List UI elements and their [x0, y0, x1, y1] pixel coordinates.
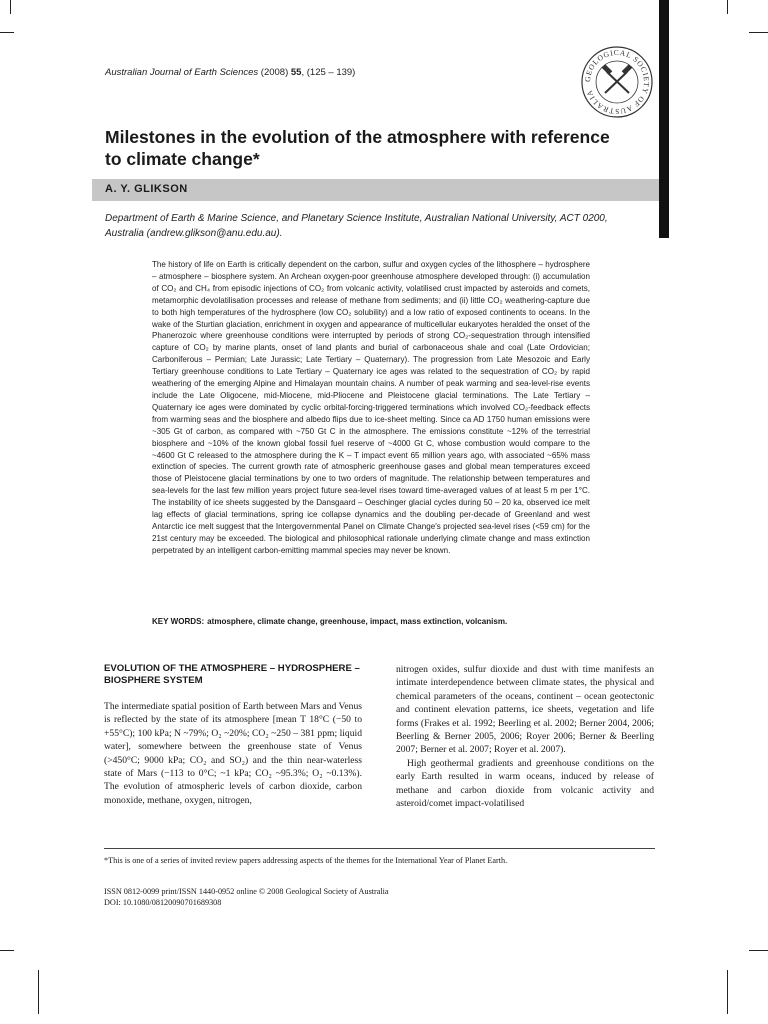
- footnote-divider: [104, 848, 655, 849]
- publication-info: [104, 886, 655, 908]
- footnote: *This is one of a series of invited review papers addressing aspects of the themes for the International Year of Planet Earth.: [104, 856, 508, 865]
- body-paragraph: The intermediate spatial position of Earth between Mars and Venus is reflected by the state of its atmosphere [mean T 18°C (−50 to +55°C); 100 kPa; N ~79%; O₂ ~20%; CO₂ ~250 – 381 ppm; liquid water], somewhere between the greenhouse state of Venus (>450°C; 9000 kPa; CO₂ and SO₂) and the thin near-waterless state of Mars (−113 to 0°C; ~1 kPa; CO₂ ~95.3%; O₂ ~0.13%). The evolution of atmospheric levels of carbon dioxide, carbon monoxide, methane, oxygen, nitrogen,: [104, 701, 362, 806]
- crop-mark: [0, 32, 14, 33]
- keywords: [152, 617, 592, 626]
- journal-sidebar-bar: [659, 0, 669, 238]
- seal-ring-text: GEOLOGICAL SOCIETY OF AUSTRALIA: [582, 47, 652, 117]
- journal-volume: 55: [290, 67, 302, 78]
- abstract: The history of life on Earth is critically dependent on the carbon, sulfur and oxygen cycles of the lithosphere – hydrosphere – atmosphere – biosphere system. An Archean oxygen-poor greenhouse atmosphere developed through: (i) accumulation of CO₂ and CH₄ from episodic injections of CO₂ from volcanic activity, volatilised crust impacted by asteroids and comets, metamorphic devolatilisation processes and release of methane from sediments; and (ii) little CO₂ weathering-capture due to both high temperatures of the hydrosphere (low CO₂ solubility) and a low ratio of exposed continents to oceans. In the wake of the Sturtian glaciation, enrichment in oxygen and appearance of multicellular eukaryotes heralded the onset of the Phanerozoic where greenhouse conditions were interrupted by periods of strong CO₂-sequestration through intensified capture of CO₂ by marine plants, onset of land plants and burial of carbonaceous shale and coal (Late Ordovician; Carboniferous – Permian; Late Jurassic; Late Tertiary – Quaternary). The progression from Late Mesozoic and Early Tertiary greenhouse conditions to Late Tertiary – Quaternary ice ages was related to the sequestration of CO₂ by rapid weathering of the emerging Alpine and Himalayan mountain chains. A number of peak warming and sea-level-rise events include the Late Oligocene, mid-Miocene, mid-Pliocene and Pleistocene glacial terminations. The Late Tertiary – Quaternary ice ages were dominated by cyclic orbital-forcing-triggered terminations which involved CO₂-feedback effects from warming seas and the biosphere and albedo flips due to ice-sheet melting. Since ca AD 1750 human emissions were ~305 Gt of carbon, as compared with ~750 Gt C in the atmosphere. The emissions constitute ~12% of the terrestrial biosphere and ~10% of the known global fossil fuel reserve of ~4000 Gt C, whose combustion would compare to the ~4600 Gt C released to the atmosphere during the K – T impact event 65 million years ago, with associated ~65% mass extinction of species. The current growth rate of atmospheric greenhouse gases and global mean temperatures exceed those of Pleistocene glacial terminations by one to two orders of magnitude. The relationship between temperatures and sea-levels for the last few million years project future sea-level rises toward time-averaged values of at least 5 m per 1°C. The instability of ice sheets suggested by the Dansgaard – Oeschinger glacial cycles during 50 – 20 ka, observed ice melt lag effects of glacial terminations, spring ice collapse dynamics and the doubling per-decade of Greenland and west Antarctic ice melt suggest that the Intergovernmental Panel on Climate Change's projected sea-level rises (<59 cm) for the 21st century may be exceeded. The biological and philosophical rationale underlying climate change and mass extinction perpetrated by an intelligent carbon-emitting mammal species may never be known.: [152, 260, 590, 555]
- body-paragraph: nitrogen oxides, sulfur dioxide and dust with time manifests an intimate interdependence between climate states, the physical and chemical parameters of the oceans, continent – ocean geotectonic and continent elevation patterns, ice sheets, vegetation and life forms (Frakes et al. 1992; Beerling et al. 2002; Berner 2004, 2006; Beerling & Berner 2005, 2006; Royer 2006; Berner & Beerling 2007; Berner et al. 2007; Royer et al. 2007).: [396, 664, 654, 756]
- crop-mark: [727, 970, 728, 1014]
- journal-name: Australian Journal of Earth Sciences: [105, 67, 259, 78]
- author-name: A. Y. GLIKSON: [105, 183, 188, 195]
- crop-mark: [727, 0, 728, 14]
- crop-mark: [749, 32, 768, 33]
- crop-mark: [0, 950, 14, 951]
- society-seal-logo: [580, 45, 654, 119]
- article-title: Milestones in the evolution of the atmosphere with reference to climate change*: [105, 127, 610, 169]
- crop-mark: [10, 0, 11, 14]
- journal-year: (2008): [260, 67, 289, 78]
- body-paragraph: High geothermal gradients and greenhouse conditions on the early Earth resulted in warm oceans, induced by release of methane and carbon dioxide from volcanic activity and asteroid/comet impact-volatilised: [396, 757, 654, 810]
- crop-mark: [749, 950, 768, 951]
- body-column-right: [396, 663, 654, 810]
- doi-line: DOI: 10.1080/08120090701689308: [104, 898, 222, 907]
- journal-citation: [105, 67, 355, 78]
- issn-line: ISSN 0812-0099 print/ISSN 1440-0952 online © 2008 Geological Society of Australia: [104, 887, 389, 896]
- keywords-label: KEY WORDS:: [152, 617, 205, 626]
- section-heading: EVOLUTION OF THE ATMOSPHERE – HYDROSPHERE – BIOSPHERE SYSTEM: [104, 663, 360, 686]
- author-affiliation: Department of Earth & Marine Science, and Planetary Science Institute, Australian National University, ACT 0200, Australia (andrew.glikson@anu.edu.au).: [105, 213, 608, 239]
- keywords-list: atmosphere, climate change, greenhouse, impact, mass extinction, volcanism.: [207, 617, 508, 626]
- crop-mark: [38, 970, 39, 1014]
- body-column-left: [104, 663, 362, 807]
- journal-pages: , (125 – 139): [301, 67, 356, 78]
